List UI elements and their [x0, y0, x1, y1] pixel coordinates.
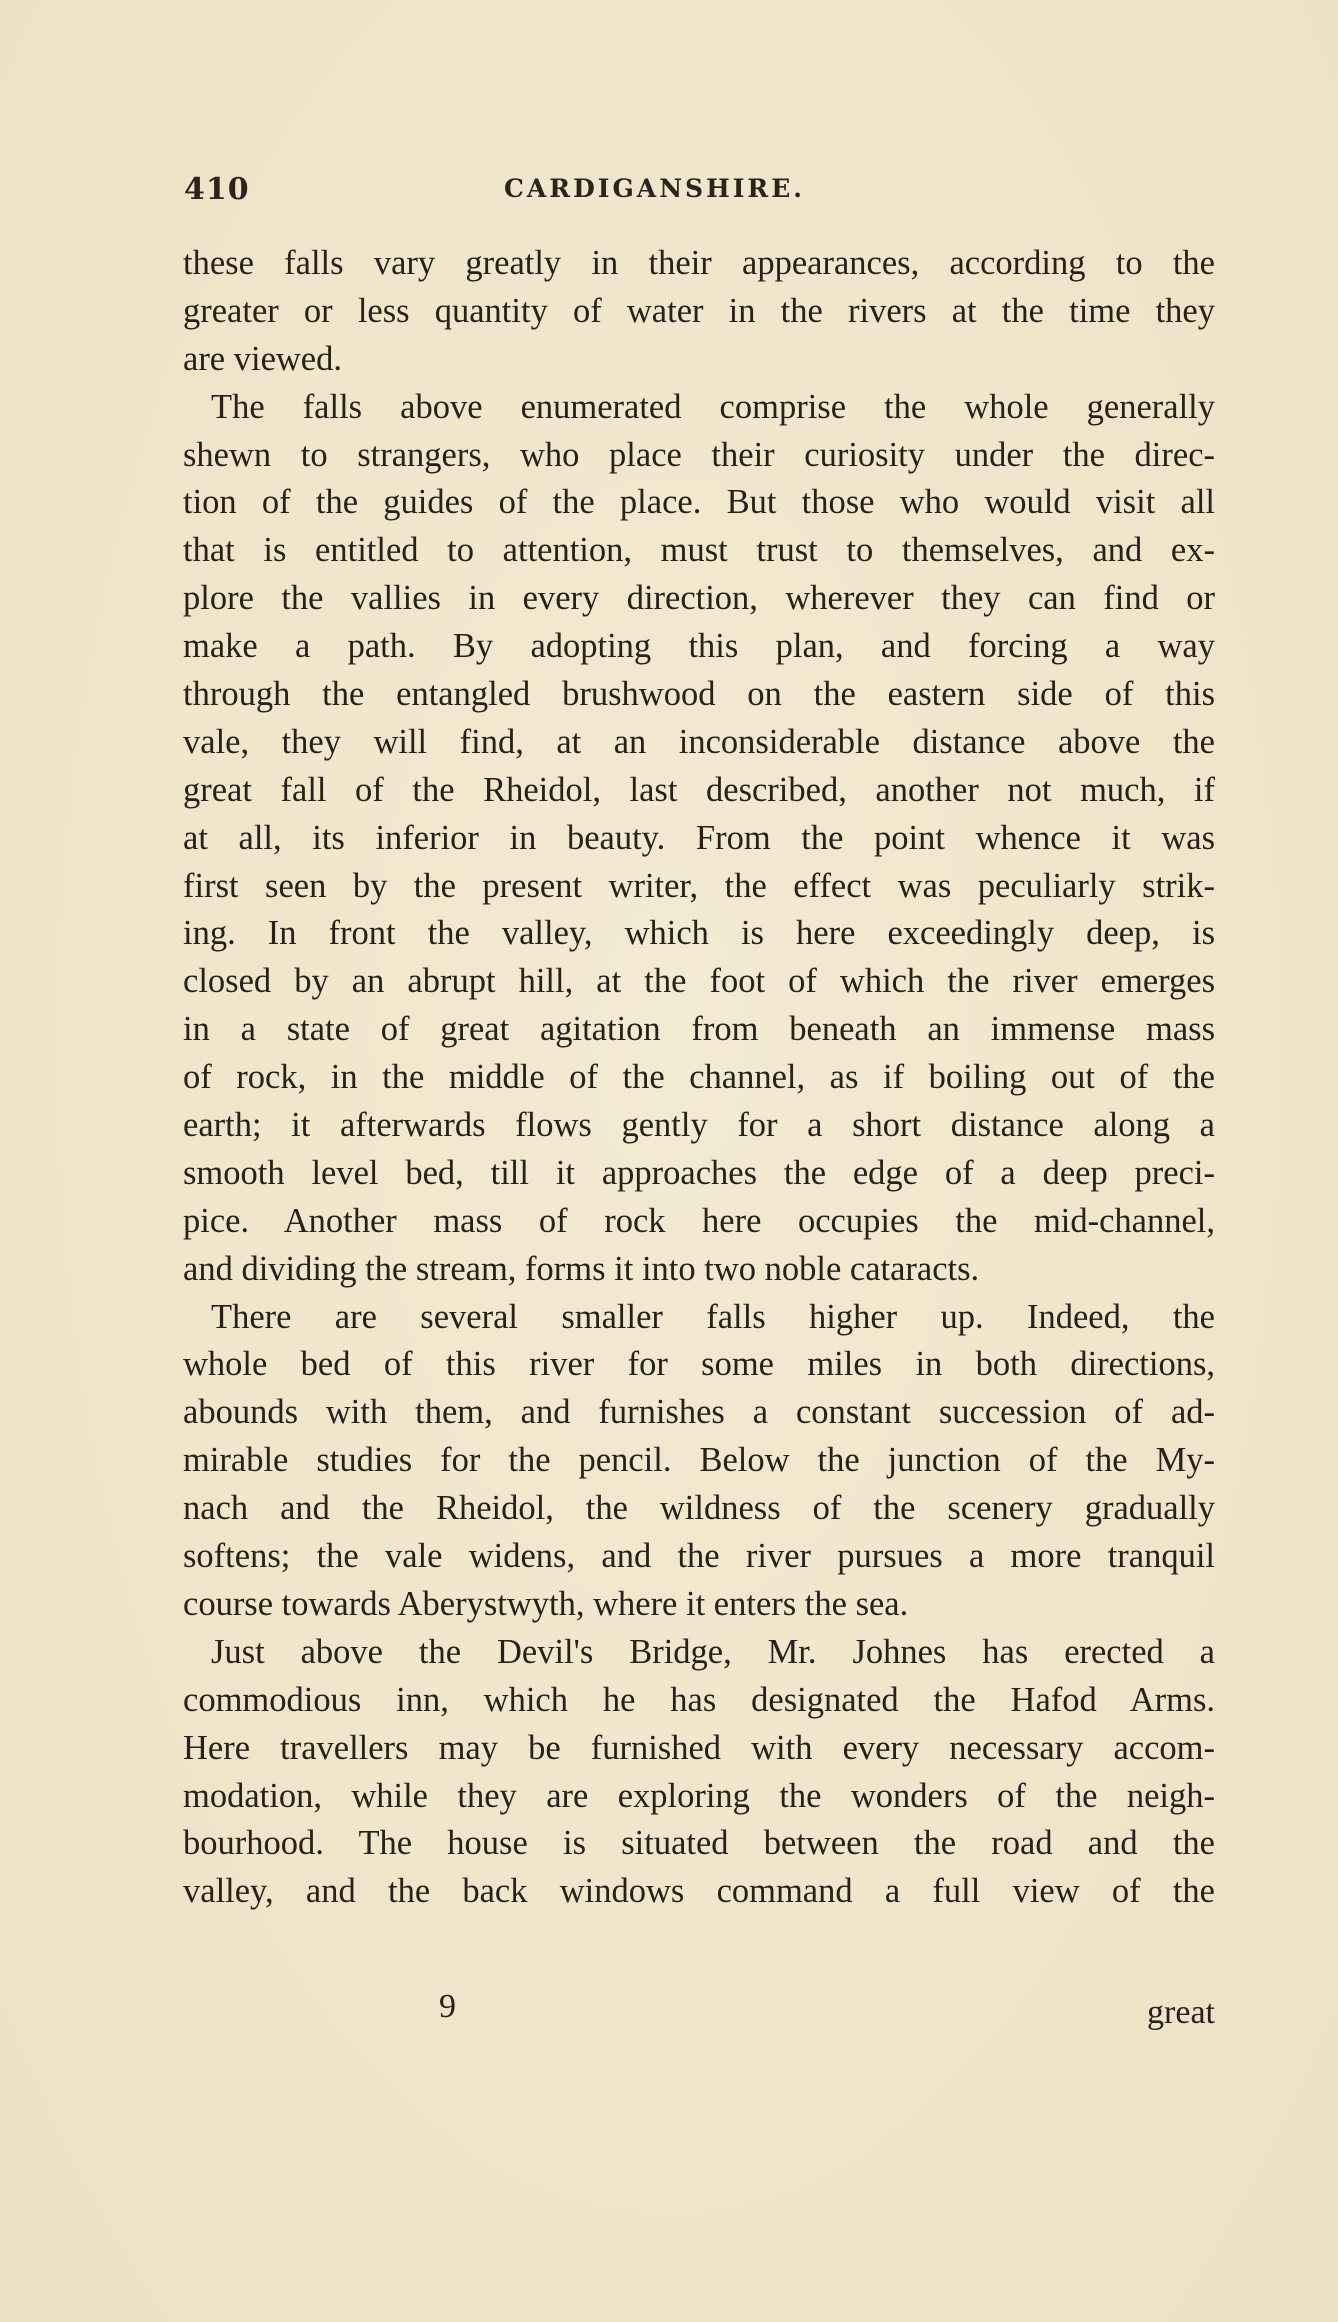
running-head: CARDIGANSHIRE. — [504, 174, 805, 203]
text-line: make a path. By adopting this plan, and forcing a way — [183, 627, 1215, 666]
text-line: greater or less quantity of water in the rivers at the time they — [183, 291, 1215, 330]
text-line: tion of the guides of the place. But those who would visit all — [183, 483, 1215, 522]
text-line: closed by an abrupt hill, at the foot of which the river emerges — [183, 962, 1215, 1001]
text-line: vale, they will find, at an inconsiderable distance above the — [183, 722, 1215, 761]
text-line: bourhood. The house is situated between the road and the — [183, 1824, 1215, 1863]
page-number: 410 — [184, 172, 250, 207]
text-line: first seen by the present writer, the effect was peculiarly strik- — [183, 866, 1215, 905]
text-line: in a state of great agitation from beneath an immense mass — [183, 1010, 1215, 1049]
body-text — [183, 240, 1215, 1916]
text-line: earth; it afterwards flows gently for a short distance along a — [183, 1106, 1215, 1145]
page-footer — [183, 1988, 1215, 2038]
text-line: softens; the vale widens, and the river pursues a more tranquil — [183, 1537, 1215, 1576]
text-line: plore the vallies in every direction, wherever they can find or — [183, 579, 1215, 618]
text-line: smooth level bed, till it approaches the edge of a deep preci- — [183, 1153, 1215, 1192]
text-line: whole bed of this river for some miles in both directions, — [183, 1345, 1215, 1384]
text-line: these falls vary greatly in their appearances, according to the — [183, 244, 1215, 282]
text-line: shewn to strangers, who place their curiosity under the direc- — [183, 435, 1215, 474]
text-line: Just above the Devil's Bridge, Mr. Johnes has erected a — [211, 1632, 1215, 1671]
text-line: modation, while they are exploring the wonders of the neigh- — [183, 1776, 1215, 1815]
text-line: valley, and the back windows command a full view of the — [183, 1872, 1215, 1911]
text-line: and dividing the stream, forms it into two noble cataracts. — [183, 1249, 980, 1288]
text-line: There are several smaller falls higher up. Indeed, the — [211, 1297, 1215, 1336]
text-line: nach and the Rheidol, the wildness of the scenery gradually — [183, 1489, 1215, 1528]
text-line: pice. Another mass of rock here occupies the mid-channel, — [183, 1201, 1215, 1240]
text-line: at all, its inferior in beauty. From the point whence it was — [183, 818, 1215, 857]
text-line: mirable studies for the pencil. Below the junction of the My- — [183, 1441, 1215, 1480]
text-line: great fall of the Rheidol, last described, another not much, if — [183, 770, 1215, 809]
text-line: commodious inn, which he has designated the Hafod Arms. — [183, 1680, 1215, 1719]
text-line: course towards Aberystwyth, where it enters the sea. — [183, 1584, 909, 1623]
text-line: of rock, in the middle of the channel, as if boiling out of the — [183, 1058, 1215, 1097]
text-line: The falls above enumerated comprise the whole generally — [211, 387, 1215, 426]
signature-mark: 9 — [439, 1988, 456, 2025]
catchword: great — [1147, 1994, 1215, 2031]
text-line: Here travellers may be furnished with every necessary accom- — [183, 1728, 1215, 1767]
text-line: are viewed. — [183, 339, 342, 378]
text-line: abounds with them, and furnishes a constant succession of ad- — [183, 1393, 1215, 1432]
text-line: that is entitled to attention, must trust to themselves, and ex- — [183, 531, 1215, 570]
page-header — [184, 172, 1214, 216]
text-line: ing. In front the valley, which is here exceedingly deep, is — [183, 914, 1215, 953]
text-line: through the entangled brushwood on the eastern side of this — [183, 675, 1215, 714]
